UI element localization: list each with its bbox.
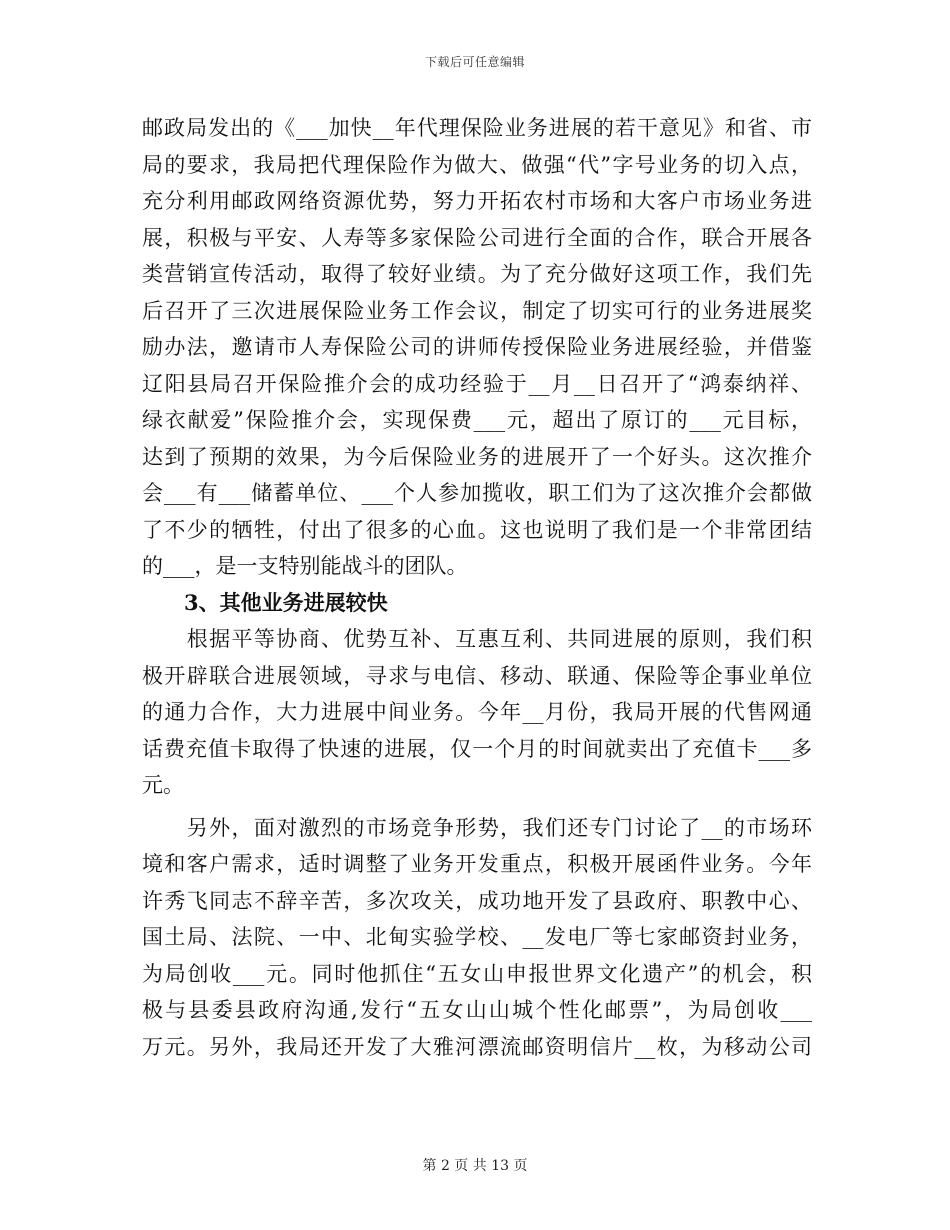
text-line: 境和客户需求，适时调整了业务开发重点，积极开展函件业务。今年 bbox=[142, 852, 812, 876]
text-line: 辽阳县局召开保险推介会的成功经验于__月__日召开了“鸿泰纳祥、 bbox=[142, 371, 812, 396]
document-body bbox=[142, 110, 812, 1065]
text-line: 许秀飞同志不辞辛苦，多次攻关，成功地开发了县政府、职教中心、 bbox=[142, 888, 812, 913]
text-line: 充分利用邮政网络资源优势，努力开拓农村市场和大客户市场业务进 bbox=[142, 189, 812, 213]
page-number-footer: 第 2 页 共 13 页 bbox=[422, 1158, 528, 1174]
text-line: 为局创收___元。同时他抓住“五女山申报世界文化遗产”的机会，积 bbox=[142, 961, 812, 986]
paragraph-insurance bbox=[142, 110, 812, 585]
text-line: 绿衣献爱”保险推介会，实现保费___元，超出了原订的___元目标， bbox=[142, 408, 812, 432]
paragraph-letter-business bbox=[142, 810, 812, 1066]
text-line: 极与县委县政府沟通,发行“五女山山城个性化邮票”，为局创收___ bbox=[142, 998, 812, 1022]
text-line: 局的要求，我局把代理保险作为做大、做强“代”字号业务的切入点， bbox=[142, 152, 812, 177]
page-header: 下载后可任意编辑 bbox=[424, 55, 525, 69]
text-line: 的___，是一支特别能战斗的团队。 bbox=[142, 554, 468, 578]
text-line: 国土局、法院、一中、北甸实验学校、__发电厂等七家邮资封业务， bbox=[142, 925, 812, 949]
text-line: 话费充值卡取得了快速的进展，仅一个月的时间就卖出了充值卡___多 bbox=[142, 736, 812, 761]
text-line: 元。 bbox=[142, 773, 184, 797]
text-line: 展，积极与平安、人寿等多家保险公司进行全面的合作，联合开展各 bbox=[142, 225, 812, 250]
text-line: 励办法，邀请市人寿保险公司的讲师传授保险业务进展经验，并借鉴 bbox=[142, 335, 812, 359]
text-line: 极开辟联合进展领域，寻求与电信、移动、联通、保险等企事业单位 bbox=[142, 663, 812, 688]
text-line: 达到了预期的效果，为今后保险业务的进展开了一个好头。这次推介 bbox=[142, 444, 812, 469]
text-line: 的通力合作，大力进展中间业务。今年__月份，我局开展的代售网通 bbox=[142, 700, 812, 724]
text-line: 根据平等协商、优势互补、互惠互利、共同进展的原则，我们积 bbox=[142, 627, 812, 651]
text-line: 了不少的牺牲，付出了很多的心血。这也说明了我们是一个非常团结 bbox=[142, 517, 812, 542]
text-line: 另外，面对激烈的市场竞争形势，我们还专门讨论了__的市场环 bbox=[142, 815, 812, 840]
text-line: 万元。另外，我局还开发了大雅河漂流邮资明信片__枚，为移动公司 bbox=[142, 1034, 812, 1059]
paragraph-other-business bbox=[142, 621, 812, 804]
text-line: 类营销宣传活动，取得了较好业绩。为了充分做好这项工作，我们先 bbox=[142, 262, 812, 286]
text-line: 邮政局发出的《___加快__年代理保险业务进展的若干意见》和省、市 bbox=[142, 116, 812, 140]
text-line: 会___有___储蓄单位、___个人参加揽收，职工们为了这次推介会都做 bbox=[142, 481, 812, 505]
text-line: 后召开了三次进展保险业务工作会议，制定了切实可行的业务进展奖 bbox=[142, 298, 812, 323]
section-heading: 3、其他业务进展较快 bbox=[184, 589, 388, 615]
